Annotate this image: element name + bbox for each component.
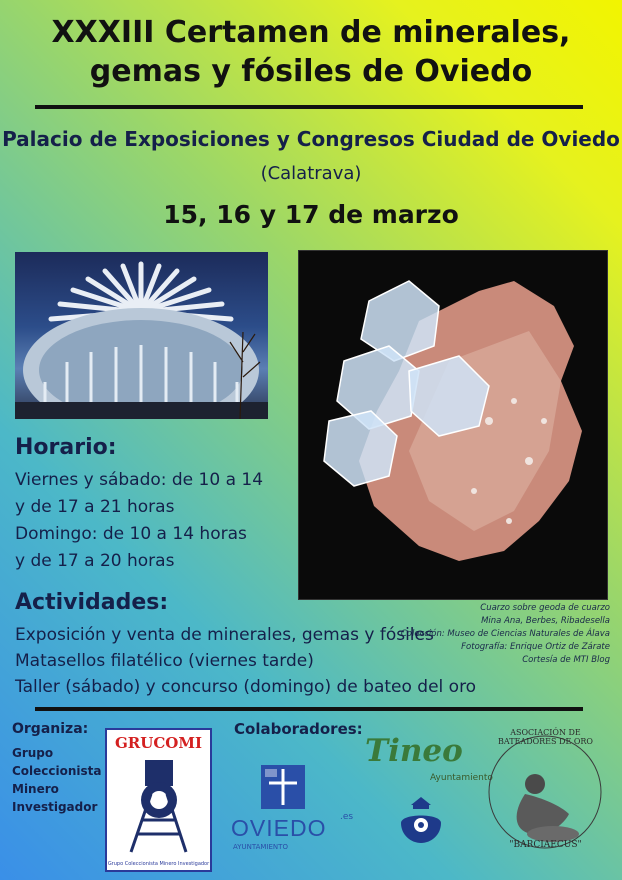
organiza-group bbox=[12, 744, 102, 816]
asociacion-name: "BARCIAECUS" bbox=[509, 840, 582, 850]
organiza-line: Investigador bbox=[12, 800, 98, 814]
horario-line: y de 17 a 20 horas bbox=[15, 551, 175, 571]
event-dates: 15, 16 y 17 de marzo bbox=[163, 200, 459, 229]
organiza-label: Organiza: bbox=[12, 721, 89, 737]
caption-line: Mina Ana, Berbes, Ribadesella bbox=[481, 616, 610, 626]
oviedo-logo-text: OVIEDO bbox=[231, 815, 327, 841]
title-line-1: XXXIII Certamen de minerales, bbox=[51, 15, 571, 50]
actividad-line: Exposición y venta de minerales, gemas y fósiles bbox=[15, 625, 434, 645]
grucomi-logo bbox=[105, 728, 212, 872]
building-illustration bbox=[15, 252, 268, 419]
tineo-logo-ayuntamiento: Ayuntamiento bbox=[430, 773, 493, 783]
caption-line: Fotografía: Enrique Ortiz de Zárate bbox=[461, 642, 610, 652]
horario-line: Domingo: de 10 a 14 horas bbox=[15, 524, 247, 544]
grucomi-logo-sub: Grupo Coleccionista Minero Investigador bbox=[107, 861, 210, 867]
asociacion-bateadores-seal bbox=[483, 722, 608, 862]
caption-line: Cuarzo sobre geoda de cuarzo bbox=[480, 603, 610, 613]
caption-line: Colección: Museo de Ciencias Naturales de Álava bbox=[400, 629, 610, 639]
actividad-line: Matasellos filatélico (viernes tarde) bbox=[15, 651, 314, 671]
colaboradores-label: Colaboradores: bbox=[234, 720, 363, 738]
divider-top bbox=[35, 105, 583, 109]
asociacion-ring-text: ASOCIACIÓN DE BATEADORES DE ORO bbox=[498, 728, 593, 746]
venue-subtitle: (Calatrava) bbox=[260, 163, 362, 184]
actividad-line: Taller (sábado) y concurso (domingo) de bateo del oro bbox=[15, 677, 477, 697]
organiza-line: Grupo bbox=[12, 746, 54, 760]
horario-heading: Horario: bbox=[15, 435, 117, 460]
title-line-2: gemas y fósiles de Oviedo bbox=[89, 54, 533, 89]
building-photo bbox=[15, 252, 268, 419]
horario-line: Viernes y sábado: de 10 a 14 bbox=[15, 470, 264, 490]
grucomi-logo-text: GRUCOMI bbox=[115, 734, 202, 752]
mine-tower-icon bbox=[121, 754, 196, 854]
venue-name: Palacio de Exposiciones y Congresos Ciudad de Oviedo bbox=[2, 127, 620, 151]
oviedo-shield-icon bbox=[261, 765, 305, 809]
correos-logo-icon bbox=[397, 795, 445, 855]
oviedo-logo-es: .es bbox=[340, 812, 354, 822]
organiza-line: Coleccionista bbox=[12, 764, 102, 778]
divider-bottom bbox=[35, 707, 583, 711]
oviedo-logo-ayuntamiento: AYUNTAMIENTO bbox=[233, 843, 288, 851]
organiza-line: Minero bbox=[12, 782, 59, 796]
tineo-logo-text: Tineo bbox=[365, 733, 463, 769]
caption-line: Cortesía de MTI Blog bbox=[522, 655, 610, 665]
mineral-photo bbox=[298, 250, 608, 600]
quartz-geode-illustration bbox=[299, 251, 607, 599]
actividades-heading: Actividades: bbox=[15, 590, 169, 615]
horario-line: y de 17 a 21 horas bbox=[15, 497, 175, 517]
